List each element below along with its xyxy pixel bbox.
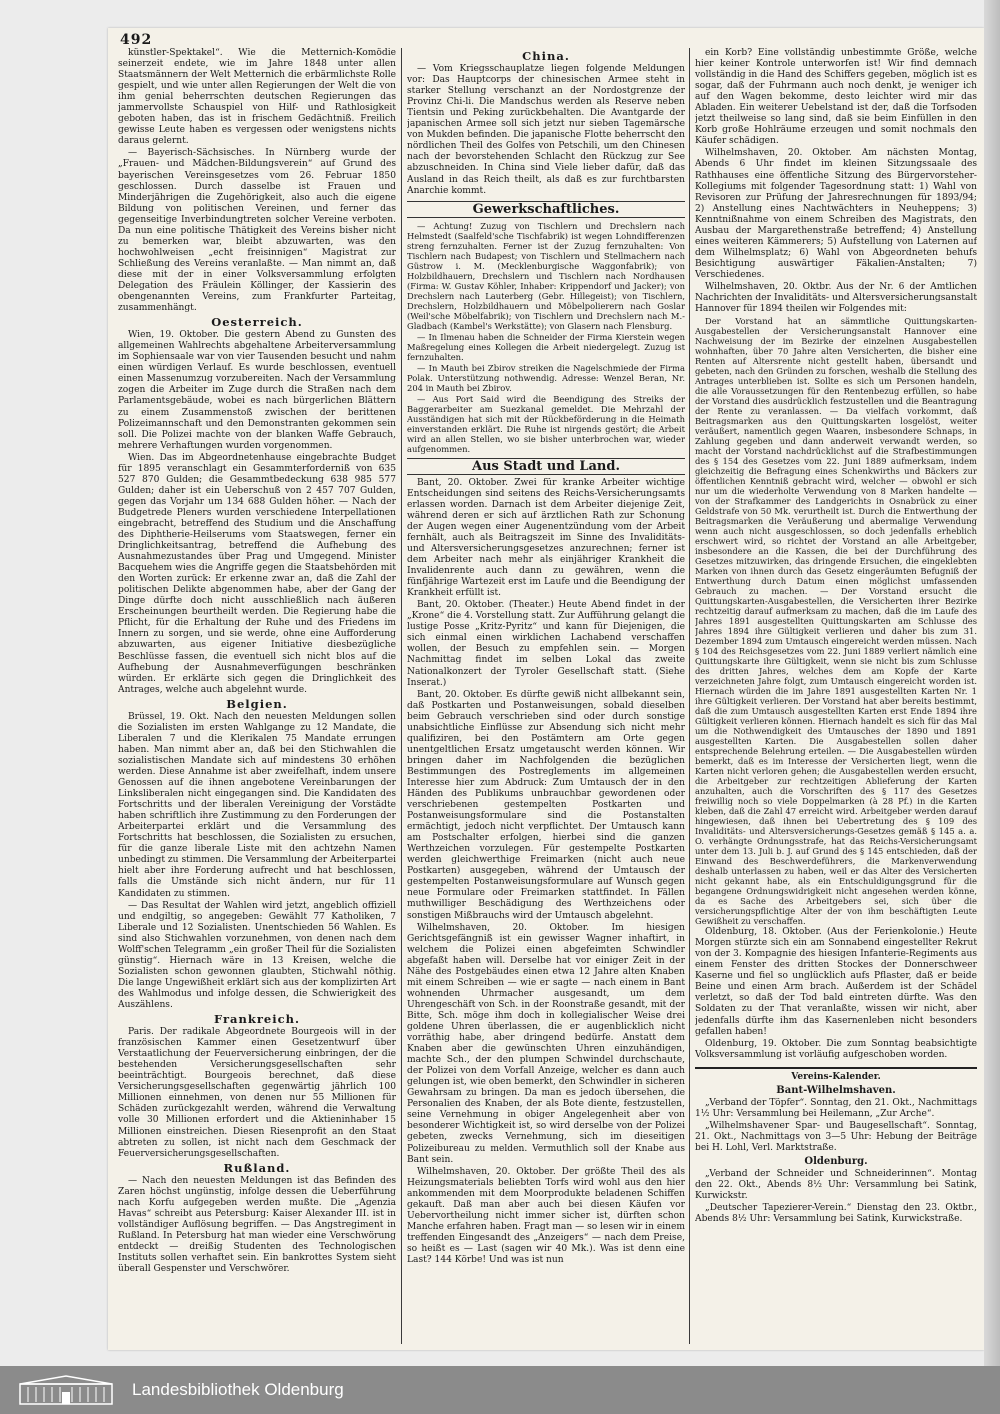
column-right [695,48,977,1344]
calendar-entry: „Verband der Schneider und Schneiderinnen“. Montag den 22. Okt., Abends 8½ Uhr: Versammlung bei Satink, Kurwickstr. [695,1169,977,1202]
article-text: Oldenburg, 19. Oktober. Die zum Sonntag beabsichtigte Volksversammlung ist vorläufig aufgeschoben worden. [695,1038,977,1060]
section-heading: Oesterreich. [211,315,303,330]
article-text: — Bayerisch-Sächsisches. In Nürnberg wurde der „Frauen- und Mädchen-Bildungsverein“ auf Grund des bayerischen Vereinsgesetzes vom 26. Februar 1850 geschlossen. Durch dasselbe ist Frauen und Minderjährigen die Zugehörigkeit, also auch die eigene Bildung von politischen Vereinen, und ferner das gegenseitige Inverbindungtreten solcher Vereine verboten. Da nun eine politische Thätigkeit des Vereins bisher nicht zu bemerken war, bleibt abzuwarten, was den hochwohlweisen „echt freisinnigen“ Magistrat zur Schließung des Vereins veranlaßte. — Man nimmt an, daß diese mit der in einer Volksversammlung erfolgten Delegation des Fräulein Köllinger, der Kassierin des obengenannten Vereins, zum Frankfurter Parteitag, zusammenhängt. [118,148,396,314]
article-text: Brüssel, 19. Okt. Nach den neuesten Meldungen sollen die Sozialisten im ersten Wahlgange zu 12 Mandate, die Liberalen 7 und die Klerikalen 75 Mandate errungen haben. Man nimmt aber an, daß bei den Stichwahlen die sozialistischen Mandate sich auf mindestens 30 erhöhen werden. Diese Annahme ist aber zweifelhaft, indem unsere Genossen auf die ihnen angebotene Vereinbarungen der Linksliberalen nicht eingegangen sind. Die Kandidaten des Fortschritts und der liberalen Vereinigung der Vorstädte haben schriftlich ihre Zustimmung zu den Forderungen der Arbeiterpartei erklärt und die Versammlung des Fortschritts hat beschlossen, die Sozialisten zu ersuchen, für die ganze liberale Liste mit den achtzehn Namen unbedingt zu stimmen. Die Versammlung der Arbeiterpartei hielt aber ihre Forderung aufrecht und hat beschlossen, falls die Umstände sich nicht ändern, nur für 11 Kandidaten zu stimmen. [118,711,396,899]
article-text: künstler-Spektakel“. Wie die Metternich-Komödie seinerzeit endete, wie im Jahre 1848 unter allen Staatsmännern der Welt Metternich die erbärmlichste Rolle gespielt, und wie unter allen Regierungen der Welt die von ihm genial beherrschten deutschen Regierungen das jammervollste Schauspiel von Hilf- und Rathlosigkeit geboten haben, das ist in frischem Gedächtniß. Freilich gewisse Leute haben es vergessen oder wenigstens nichts daraus gelernt. [118,48,396,147]
library-name-link[interactable]: Landesbibliothek Oldenburg [132,1380,344,1399]
article-text: — Das Resultat der Wahlen wird jetzt, angeblich offiziell und endgiltig, so angegeben: Gewählt 77 Katholiken, 7 Liberale und 12 Sozialisten. Unentschieden 56 Wahlen. Es sind also Stichwahlen vorzunehmen, von denen nach dem Wolff'schen Telegramm „ein großer Theil für die Sozialisten günstig“. Hiernach wäre in 13 Kreisen, welche die Sozialisten schon gewonnen glaubten, Stichwahl nöthig. Die lange Ungewißheit erklärt sich aus der komplizirten Art des Wahlmodus und infolge dessen, die Schwierigkeit des Auszählens. [118,900,396,1010]
article-text: Oldenburg, 18. Oktober. (Aus der Ferienkolonie.) Heute Morgen stürzte sich ein am Sonnabend eingestellter Rekrut von der 3. Kompagnie des hiesigen Infanterie-Regiments aus einem Fenster des dritten Stockes der Donnerschweer Kaserne und fiel so unglücklich aufs Pflaster, daß er beide Beine und einen Arm brach. Außerdem ist der Schädel verletzt, so daß der Tod bald eintreten dürfte. Was den Soldaten zu der That veranlaßte, wissen wir nicht, aber jedenfalls dürfte ihm das Kasernenleben nicht besonders gefallen haben! [695,927,977,1037]
calendar-entry: „Verband der Töpfer“. Sonntag, den 21. Okt., Nachmittags 1½ Uhr: Versammlung bei Heilemann, „Zur Arche“. [695,1097,977,1119]
article-text: Wilhelmshaven, 20. Oktober. Im hiesigen Gerichtsgefängniß ist ein gewisser Wagner inhaftirt, in welchem die Polizei einen abgefeimten Schwindler abgefaßt haben will. Derselbe hat vor einiger Zeit in der Nähe des Postgebäudes einen etwa 12 Jahre alten Knaben mit einem Schreiben — wie er sagte — nach einem in Bant wohnenden Uhrmacher ausgesandt, um dem Uhrengeschäft von Sch. in der Roonstraße gesandt, mit der Bitte, Sch. möge ihm doch in kollegialischer Weise drei goldene Uhren überlassen, die er augenblicklich nicht vorräthig habe, aber dringend bedürfe. Anstatt dem Knaben aber die gewünschten Uhren einzuhändigen, machte Sch., der den plumpen Schwindel durchschaute, der Polizei von dem Vorfall Anzeige, welcher es dann auch gelungen ist, wie oben bemerkt, den Schwindler in sicheren Gewahrsam zu bringen. Da man es jedoch übersehen, die Personalien des Knaben, der als Bote diente, festzustellen, seine Vernehmung in obiger Angelegenheit aber von besonderer Wichtigkeit ist, so wird derselbe von der Polizei gebeten, zwecks Vernehmung, sich im dieseitigen Polizeibureau zu melden. Vermuthlich soll der Knabe aus Bant sein. [407,922,685,1165]
article-text: Wien. Das im Abgeordnetenhause eingebrachte Budget für 1895 veranschlagt ein Gesammterforderniß von 635 527 870 Gulden; die Gesammtbedeckung 638 985 577 Gulden; daher ist ein Ueberschuß von 2 457 707 Gulden, gegen das Vorjahr um 134 688 Gulden höher. — Nach der Budgetrede Pleners wurden verschiedene Interpellationen eingebracht, betreffend des Studium und die Anschaffung des Diphtherie-Heilserums vom Staatswegen, ferner ein Dringlichkeitsantrag, betreffend die Aufhebung des Ausnahmezustandes über Prag und Umgegend. Minister Bacquehem wies die Angriffe gegen die Staatsbehörden mit den Worten zurück: Er erkenne zwar an, daß die Zahl der politischen Delikte abgenommen habe, aber der Gang der Dinge dürfte doch nicht ausschließlich nach äußeren Erscheinungen beurtheilt werden. Die Regierung habe die Pflicht, für die Erhaltung der Ruhe und des Friedens im Innern zu sorgen, und sie werde, ohne eine Aufforderung abzuwarten, aus eigener Initiative diesbezügliche Beschlüsse fassen, die eventuell sich nicht blos auf die Aufhebung der Ausnahmeverfügungen beschränken würden. Er erklärte sich gegen die Dringlichkeit des Antrages, welche auch abgelehnt wurde. [118,452,396,695]
section-heading: Gewerkschaftliches. [407,201,685,218]
article-text: Wilhelmshaven, 20. Oktober. Der größte Theil des als Heizungsmaterials beliebten Torfs wird wohl aus den hier ankommenden mit dem Moorprodukte beladenen Schiffen gekauft. Daß man aber auch bei diesen Käufen vor Uebervortheilung nicht immer sicher ist, dürften schon Manche erfahren haben. Fragt man — so lesen wir in einem treffenden Eingesandt des „Anzeigers“ — nach dem Preise, so heißt es — Last (sagen wir 40 Mk.). Was ist denn eine Last? 144 Körbe! Und was ist nun [407,1166,685,1265]
calendar-heading: Vereins-Kalender. [695,1067,977,1083]
column-divider [401,48,402,1344]
column-divider [689,48,690,1344]
article-text: Der Vorstand hat an sämmtliche Quittungskarten-Ausgabestellen der Versicherungsanstalt Hannover eine Nachweisung der im Bezirke der einzelnen Ausgabestellen wohnhaften, über 70 Jahre alten Versicherten, die bisher eine Renten auf Altersrente nicht gestellt haben, übersandt und gebeten, nach den Gründen zu forschen, weshalb die Stellung des Antrages unterblieben ist. Sollte es sich um Personen handeln, die alle Voraussetzungen für den Rentenbezug erfüllen, so habe der Vorstand dies ausdrücklich festzustellen und die Beantragung der Rente zu veranlassen. — Da vielfach vorkommt, daß Beitragsmarken aus den Quittungskarten losgelöst, weiter veräußert, namentlich gegen Waaren, insbesondere Schnaps, in Zahlung gegeben und dann anderweit verwandt werden, so macht der Vorstand nachdrücklichst auf die Strafbestimmungen des § 154 des Gesetzes vom 22. Juni 1889 aufmerksam, indem gleichzeitig die Befragung eines Schenkwirths und Bäckers zur öffentlichen Kenntniß gebracht wird, welcher — obwohl er sich nur um die wiederholte Verwendung von 8 Marken handelte — von der Strafkammer des Landgerichts in Osnabrück zu einer Geldstrafe von 50 Mk. verurtheilt ist. Durch die Entwerthung der Beitragsmarken die Veräußerung und abermalige Verwendung wenn auch nicht ausgeschlossen, so doch jedenfalls erheblich erschwert wird, so richtet der Vorstand an alle Arbeitgeber, insbesondere an die Kassen, die bei der Durchführung des Gesetzes mitzuwirken, das dringende Ersuchen, die eingeklebten Marken von ihnen durch das Gesetz eingeräumten Befugniß der Entwerthung durch Datum einen möglichst umfassenden Gebrauch zu machen. — Der Vorstand ersucht die Quittungskarten-Ausgabestellen, die Versicherten ihrer Bezirke rechtzeitig darauf aufmerksam zu machen, daß die im Laufe des Jahres 1891 ausgestellten Quittungskarten am Schlusse des Jahres 1894 ihre Gültigkeit verlieren und daher bis zum 31. Dezember 1894 zum Umtausch eingereicht werden müssen. Nach § 104 des Reichsgesetzes vom 22. Juni 1889 verliert nämlich eine Quittungskarte ihre Gültigkeit, wenn sie nicht bis zum Schlusse des dritten Jahres, welches dem am Kopfe der Karte verzeichneten Jahre folgt, zum Umtausch eingereicht worden ist. Hiernach würden die im Jahre 1891 ausgestellten Karten Nr. 1 ihre Gültigkeit verlieren. Der Vorstand hat aber bereits bestimmt, daß die zum Umtausch ausgestellten Karten erst Ende 1894 ihre Gültigkeit verlieren können. Hiernach handelt es sich für das Mal um die Nothwendigkeit des Umtausches der 1890 und 1891 ausgestellten Karten. Die Ausgabestellen sollen daher entsprechende Belehrung erteilen. — Die Ausgabestellen würden bemerkt, daß es im Interesse der Versicherten liegt, wenn die Karten nicht verloren gehen; die Ausgabestellen werden ersucht, die Arbeitgeber zur rechtzeitigen Ablieferung der Karten anzuhalten, auch die Vorschriften des § 117 des Gesetzes freiwillig noch so viele Doppelmarken (à 28 Pf.) in die Karten kleben, daß die Zahl 47 erreicht wird. Arbeitgeber werden darauf hingewiesen, daß ihnen bei Uebertretung des § 109 des Invaliditäts- und Altersversicherungs-Gesetzes gemäß § 145 a. a. O. verhängte Ordnungsstrafe, hat das Reichs-Versicherungsamt unter dem 13. Juli b. J. auf Grund des § 145 entschieden, daß der Einwand des Beschwerdeführers, die Markenverwendung deshalb unterlassen zu haben, weil er das Alter des Versicherten nicht gekannt habe, als ein Entschuldigungsgrund für die begangene Ordnungswidrigkeit nicht angesehen werden könne, da es Sache des Arbeitgebers sei, sich über die versicherungspflichtige Alter der von ihm beschäftigten Leute Gewißheit zu verschaffen. [695,316,977,927]
article-text: Bant, 20. Oktober. Es dürfte gewiß nicht allbekannt sein, daß Postkarten und Postanweisungen, sobald dieselben beim Gebrauch verschrieben sind oder durch sonstige unabsichtliche Einflüsse zur Absendung sich nicht mehr qualifiziren, bei den Postämtern am Orte gegen unentgeltlichen Ersatz umgetauscht werden können. Wir bringen daher im Nachfolgenden die bezüglichen Bestimmungen des Postreglements im allgemeinen Interesse hier zum Abdruck: Zum Umtausch der in den Händen des Publikums unbrauchbar gewordenen oder verschriebenen gestempelten Postkarten und Postanweisungsformulare sind die Postanstalten ermächtigt, jedoch nicht verpflichtet. Der Umtausch kann am Postschalter erfolgen, hierbei sind die ganzen Werthzeichen vorzulegen. Für gestempelte Postkarten werden gleichwerthige Freimarken (nicht auch neue Postkarten) ausgegeben, während der Umtausch der gestempelten Postanweisungsformulare auf Wunsch gegen neue Formulare oder Freimarken stattfindet. In Fällen muthwilliger Beschädigung des Werthzeichens oder sonstigen Mißbrauchs wird der Umtausch abgelehnt. [407,689,685,921]
article-text: Wilhelmshaven, 20. Oktbr. Aus der Nr. 6 der Amtlichen Nachrichten der Invaliditäts- und Altersversicherungsanstalt Hannover für 1894 theilen wir Folgendes mit: [695,281,977,315]
section-heading: Belgien. [226,696,288,711]
article-text: — Aus Port Said wird die Beendigung des Streiks der Baggerarbeiter am Suezkanal gemeldet. Die Mehrzahl der Ausständigen hat sich mit der Rückbeförderung in die Heimath einverstanden erklärt. Die Ruhe ist nirgends gestört; die Arbeit wird an allen Stellen, wo sie bisher unterbrochen war, wieder aufgenommen. [407,393,685,454]
article-text: Wien, 19. Oktober. Die gestern Abend zu Gunsten des allgemeinen Wahlrechts abgehaltene Arbeiterversammlung im Sophiensaale war von vier Tausenden besucht und nahm einen würdigen Verlauf. Es wurde beschlossen, eventuell einen Massenumzug vorzubereiten. Nach der Versammlung zogen die Arbeiter im Zuge durch die Straßen nach dem Parlamentsgebäude, wobei es nach bürgerlichen Blättern zu einem Zusammenstoß zwischen der berittenen Polizeimannschaft und den Demonstranten gekommen sein soll. Die Polizei machte von der blanken Waffe Gebrauch, mehrere Verhaftungen wurden vorgenommen. [118,330,396,451]
page-edge [984,0,1000,1366]
article-text: — In Ilmenau haben die Schneider der Firma Kierstein wegen Maßregelung eines Kollegen die Arbeit niedergelegt. Zuzug ist fernzuhalten. [407,331,685,362]
section-heading: China. [522,49,570,63]
library-building-icon[interactable] [18,1374,114,1406]
article-text: — Nach den neuesten Meldungen ist das Befinden des Zaren höchst ungünstig, infolge dessen die Ueberführung nach Korfu aufgegeben werden mußte. Die „Agenzia Havas“ schreibt aus Petersburg: Kaiser Alexander III. ist in vollständiger Auflösung begriffen. — Das Angstregiment in Rußland. In Petersburg hat man wieder eine Verschwörung entdeckt — dreißig Studenten des Technologischen Instituts sollen verhaftet sein. Ein bankrottes System sieht überall Gespenster und Verschwörer. [118,1175,396,1275]
article-text: — Achtung! Zuzug von Tischlern und Drechslern nach Helmstedt (Saalfeld'sche Tischfabrik) ist wegen Lohndifferenzen streng fernzuhalten. Ferner ist der Zuzug fernzuhalten: Von Tischlern nach Budapest; von Tischlern und Stellmachern nach Güstrow i. M. (Mecklenburgische Waggonfabrik); von Holzbildhauern, Drechslern und Tischlern nach Nordhausen (Firma: W. Gustav Köhler, Inhaber: Krippendorf und Jacker); von Drechslern nach Lauterberg (Gebr. Hillegeist); von Tischlern, Drechslern, Holzbildhauern und Möbelpolierern nach Goslar (Weil'sche Möbelfabrik); von Tischlern und Drechslern nach M.-Gladbach (Kambel's Werkstätte); von Glasern nach Flensburg. [407,220,685,331]
calendar-entry: „Wilhelmshavener Spar- und Baugesellschaft“. Sonntag, 21. Okt., Nachmittags von 3—5 Uhr: Hebung der Beiträge bei H. Lohl, Verl. Marktstraße. [695,1120,977,1153]
article-text: Wilhelmshaven, 20. Oktober. Am nächsten Montag, Abends 6 Uhr findet im kleinen Sitzungssaale des Rathhauses eine öffentliche Sitzung des Bürgervorsteher-Kollegiums mit folgender Tagesordnung statt: 1) Wahl von Revisoren zur Prüfung der Jahresrechnungen für 1893/94; 2) Anstellung eines Nachtwächters in Neuheppens; 3) Kenntnißnahme von einem Schreiben des Magistrats, den Ausbau der Margarethenstraße betreffend; 4) Anstellung eines weiteren Kämmerers; 5) Aufstellung von Laternen auf dem Wilhelmsplatz; 6) Wahl von Abgeordneten behufs Besichtigung auswärtiger Fäkalien-Anstalten; 7) Verschiedenes. [695,148,977,280]
article-text: — In Mauth bei Zbirov streiken die Nagelschmiede der Firma Polak. Unterstützung nothwendig. Adresse: Wenzel Beran, Nr. 204 in Mauth bei Zbirov. [407,362,685,393]
article-text: Bant, 20. Oktober. Zwei für kranke Arbeiter wichtige Entscheidungen sind seitens des Reichs-Versicherungsamts erlassen worden. Darnach ist dem Arbeiter diejenige Zeit, während deren er sich auf ärztlichen Rath zur Schonung der Augen wegen einer Augenentzündung vom der Arbeit fernhält, auch als Beitragszeit im Sinne des Invaliditäts- und Altersversicherungsgesetzes anzurechnen; ferner ist dem Arbeiter nach mehr als einjähriger Krankheit die Invalidenrente auch dann zu gewähren, wenn die fünfjährige Wartezeit erst im Laufe und die Beendigung der Krankheit erfüllt ist. [407,477,685,599]
section-heading: Aus Stadt und Land. [407,458,685,475]
newspaper-page [108,28,984,1350]
article-text: ein Korb? Eine vollständig unbestimmte Größe, welche hier keiner Kontrole unterworfen ist! Wir find demnach vollständig in die Hand des Schiffers gegeben, möglich ist es sogar, daß der Fuhrmann auch noch denkt, je weniger ich auf den Wagen bekomme, desto leichter wird mir das Abladen. Ein weiterer Uebelstand ist der, daß die Torfsoden jetzt theilweise so lang sind, daß sie beim Einfüllen in den Korb große Hohlräume erzeugen und somit nochmals den Käufer schädigen. [695,48,977,147]
article-text: Paris. Der radikale Abgeordnete Bourgeois will in der französischen Kammer einen Gesetzentwurf über Verstaatlichung der Feuerversicherung einbringen, der die bestehenden Versicherungsgesellschaften sehr beeinträchtigt. Bourgeois berechnet, daß diese Versicherungsgesellschaften gegenwärtig jährlich 100 Millionen einnehmen, von denen nur 55 Millionen für Schäden zurückgezahlt werden, während die Verwaltung volle 30 Millionen erfordert und die Aktieninhaber 15 Millionen einstreichen. Diesen Riesenprofit an den Staat abtreten zu sollen, ist nicht nach dem Geschmack der Feuerversicherungsgesellschaften. [118,1027,396,1159]
article-text: Bant, 20. Oktober. (Theater.) Heute Abend findet in der „Krone“ die 4. Vorstellung statt. Zur Aufführung gelangt die lustige Posse „Kritz-Pyritz“ und kann für Diejenigen, die sich einmal einen wirklichen Lachabend verschaffen wollen, der Besuch zu empfehlen sein. — Morgen Nachmittag findet im selben Lokal das zweite Nationalkonzert der Tyroler Gesellschaft statt. (Siehe Inserat.) [407,600,685,688]
column-middle [407,48,685,1344]
column-left [118,48,396,1344]
calendar-entry: „Deutscher Tapezierer-Verein.“ Dienstag den 23. Oktbr., Abends 8½ Uhr: Versammlung bei Satink, Kurwickstraße. [695,1203,977,1225]
calendar-subheading: Oldenburg. [804,1156,868,1168]
section-heading: Rußland. [223,1160,291,1175]
page-number: 492 [120,32,153,48]
section-heading: Frankreich. [214,1012,300,1027]
calendar-subheading: Bant-Wilhelmshaven. [776,1084,896,1096]
article-text: — Vom Kriegsschauplatze liegen folgende Meldungen vor: Das Hauptcorps der chinesischen Armee steht in starker Stellung verschanzt an der Nordostgrenze der Provinz Chi-li. Die Mandschus werden als Reserve neben Tientsin und Peking zurückbehalten. Die Avantgarde der japanischen Armee soll sich jetzt nur sieben Tagemärsche von Mukden befinden. Die japanische Flotte beherrscht den nördlichen Theil des Golfes von Petschili, um den Chinesen nach der bevorstehenden Schlacht den Rückzug zur See abzuschneiden. In China sind Viele lieber dafür, daß das Ausland in das Reich theilt, als daß es zur furchtbarsten Anarchie kommt. [407,64,685,196]
footer-bar [0,1366,1000,1414]
